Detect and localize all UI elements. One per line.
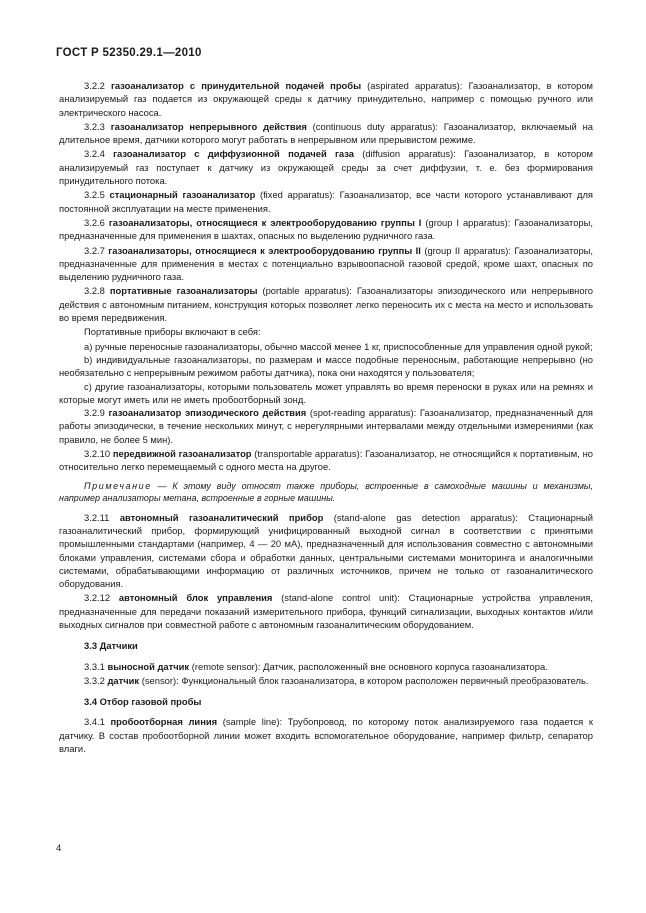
term: газоанализатор непрерывного действия [110, 120, 307, 132]
definition-3-3-2: 3.3.2 датчик (sensor): Функциональный блок газоанализатора, в котором расположен первичный преобразователь. [84, 674, 589, 686]
term: стационарный газоанализатор [109, 189, 256, 201]
portable-intro: Портативные приборы включают в себя: [84, 326, 261, 338]
definition-3-4-1: 3.4.1 пробоотборная линия (sample line): Трубопровод, по которому поток анализируемого газа подается к датчику. В состав пробоотборной линии может входить вспомогательное оборудование, например фильтр, сепаратор влаги. [59, 716, 593, 755]
note [59, 480, 593, 505]
list-item: a) ручные переносные газоанализаторы, обычно массой менее 1 кг, приспособленные для управления одной рукой; [84, 340, 593, 352]
term: газоанализаторы, относящиеся к электрооборудованию группы I [108, 216, 422, 228]
term: газоанализатор с принудительной подачей пробы [110, 80, 362, 91]
term: автономный блок управления [118, 592, 273, 604]
term: автономный газоаналитический прибор [119, 511, 324, 523]
term: датчик [107, 674, 140, 686]
definition-3-2-4: 3.2.4 газоанализатор с диффузионной подачей газа (diffusion apparatus): Газоанализатор, в котором анализируемый газ поступает к датчику из окружающей среды за счет диффузии, т. е. без формирования принудительного потока. [59, 148, 593, 187]
definition-3-2-6: 3.2.6 газоанализаторы, относящиеся к электрооборудованию группы I (group I apparatus): Газоанализаторы, предназначенные для применения в шахтах, опасных по выделению рудничного газа. [59, 216, 593, 242]
definition-3-2-7: 3.2.7 газоанализаторы, относящиеся к электрооборудованию группы II (group II apparatus): Газоанализаторы, предназначенные для применения в местах с потенциально взрывоопасной газовой средой, кроме шахт, опасных по выделению рудничного газа. [59, 244, 593, 283]
term: пробоотборная линия [110, 716, 218, 728]
definition-3-2-2: 3.2.2 газоанализатор с принудительной подачей пробы (aspirated apparatus): Газоанализатор, в котором анализируемый газ подается из окружающей среды к датчику принудительно, например с помощью ручного или электрического насоса. [59, 80, 594, 118]
term: портативные газоанализаторы [109, 285, 258, 297]
term: газоанализатор эпизодического действия [108, 407, 307, 419]
section-heading-3-3: 3.3 Датчики [84, 640, 138, 652]
term: выносной датчик [107, 660, 190, 672]
document-header: ГОСТ Р 52350.29.1—2010 [56, 47, 202, 59]
portable-list [59, 340, 593, 406]
list-item: c) другие газоанализаторы, которыми пользователь может управлять во время переноски в руках или на ремнях и которые могут иметь или не иметь пробоотборный зонд. [59, 380, 593, 405]
definition-3-2-12: 3.2.12 автономный блок управления (stand-alone control unit): Стационарные устройства управления, предназначенные для передачи показаний измерительного прибора, функций сигнализации, выходных контактов и/или выходных сигналов при совместной работе с автономным газоаналитическим оборудованием. [59, 592, 593, 630]
term: передвижной газоанализатор [112, 448, 252, 460]
definition-3-2-8: 3.2.8 портативные газоанализаторы (portable apparatus): Газоанализаторы эпизодического или непрерывного действия с автономным питанием, конструкция которых позволяет легко переносить их с места на место и использовать во время передвижения. [59, 285, 593, 324]
page-number: 4 [56, 843, 62, 854]
list-item: b) индивидуальные газоанализаторы, по размерам и массе подобные переносным, работающие непрерывно (но необязательно с непрерывным режимом работы датчика), пока они находятся у пользователя; [59, 353, 593, 379]
definition-3-2-3: 3.2.3 газоанализатор непрерывного действия (continuous duty apparatus): Газоанализатор, включаемый на длительное время, датчики которого могут работать в непрерывном или прерывистом режиме. [59, 120, 593, 146]
definition-3-2-9: 3.2.9 газоанализатор эпизодического действия (spot-reading apparatus): Газоанализатор, предназначенный для работы эпизодически, в течение нескольких минут, с нерегулярными интервалами между отдельными измерениями (как правило, не более 5 мин). [59, 407, 593, 445]
note-label: Примечание [84, 480, 152, 491]
definition-3-2-5: 3.2.5 стационарный газоанализатор (fixed apparatus): Газоанализатор, все части которого устанавливают для постоянной эксплуатации на месте применения. [59, 189, 593, 214]
definition-3-3-1: 3.3.1 выносной датчик (remote sensor): Датчик, расположенный вне основного корпуса газоанализатора. [84, 660, 548, 672]
term: газоанализаторы, относящиеся к электрооборудованию группы II [108, 244, 421, 256]
document-body [59, 79, 593, 756]
definition-3-2-10: 3.2.10 передвижной газоанализатор (transportable apparatus): Газоанализатор, не относящийся к портативным, но относительно легко перемещаемый с одного места на другое. [59, 448, 593, 473]
note-text: — К этому виду относят также приборы, встроенные в самоходные машины и механизмы, например анализаторы метана, встроенные в горные машины. [59, 480, 593, 504]
term: газоанализатор с диффузионной подачей газа [113, 148, 354, 160]
section-heading-3-4: 3.4 Отбор газовой пробы [84, 696, 202, 708]
definition-3-2-11: 3.2.11 автономный газоаналитический прибор (stand-alone gas detection apparatus): Стационарный газоаналитический прибор, формирующий унифицированный выходной сигнал в соответствии с принятыми промышленными стандартами (например, 4 — 20 мА), предназначенный для использования совместно с автономными блоками управления, системами сбора и обработки данных, центральными системами мониторинга и аналогичными системами, обрабатывающими информацию от различных источников, причем не только от газоаналитического оборудования. [59, 511, 593, 590]
